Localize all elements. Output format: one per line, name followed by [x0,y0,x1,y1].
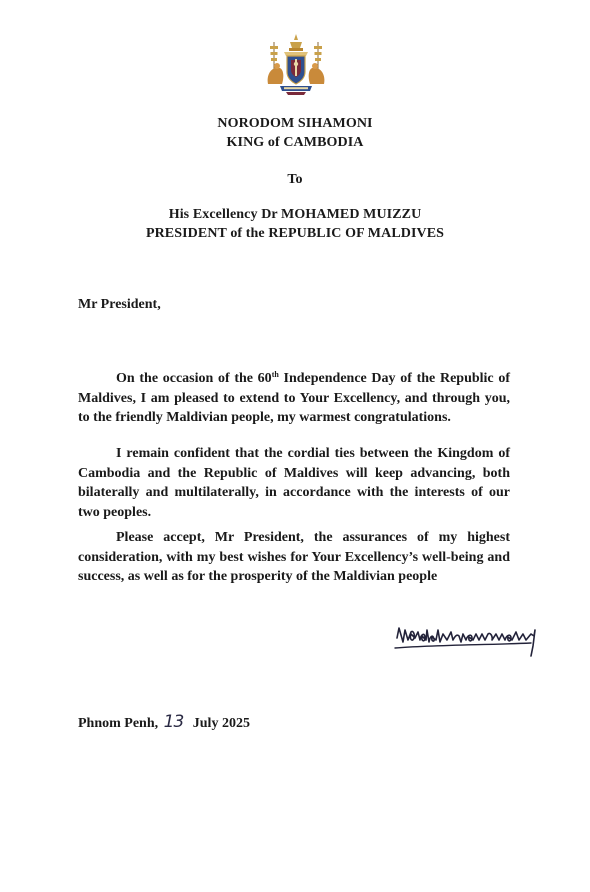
salutation: Mr President, [78,297,161,312]
royal-coat-of-arms-icon [262,34,330,96]
recipient-line-2: PRESIDENT of the REPUBLIC OF MALDIVES [145,226,445,241]
paragraph-1-end: Independence Day of the Republic of Maldives, I am pleased to extend to Your Excellency, and through you, to the friendly Maldivian people, my warmest congratulations. [78,371,510,425]
sender-title: KING of CAMBODIA [226,135,364,150]
to-label: To [287,172,303,187]
ordinal-suffix: th [271,370,279,379]
place: Phnom Penh, [78,716,159,731]
paragraph-assurances: Please accept, Mr President, the assurances of my highest consideration, with my best wishes for Your Excellency’s well-being and success, as well as for the prosperity of the Maldivian people [78,530,510,584]
place-and-date [78,712,250,732]
paragraph-congratulations [78,369,510,428]
handwritten-day: 13 [163,712,184,732]
handwritten-signature-icon [393,612,553,660]
recipient-line-1: His Excellency Dr MOHAMED MUIZZU [168,207,422,222]
sender-name: NORODOM SIHAMONI [217,116,373,131]
paragraph-1-start: On the occasion of the 60 [116,371,272,386]
month-year: July 2025 [192,716,250,731]
paragraph-cordial-ties: I remain confident that the cordial ties between the Kingdom of Cambodia and the Republic of Maldives will keep advancing, both bilaterally and multilaterally, in accordance with the interests of our two peoples. [78,446,510,520]
